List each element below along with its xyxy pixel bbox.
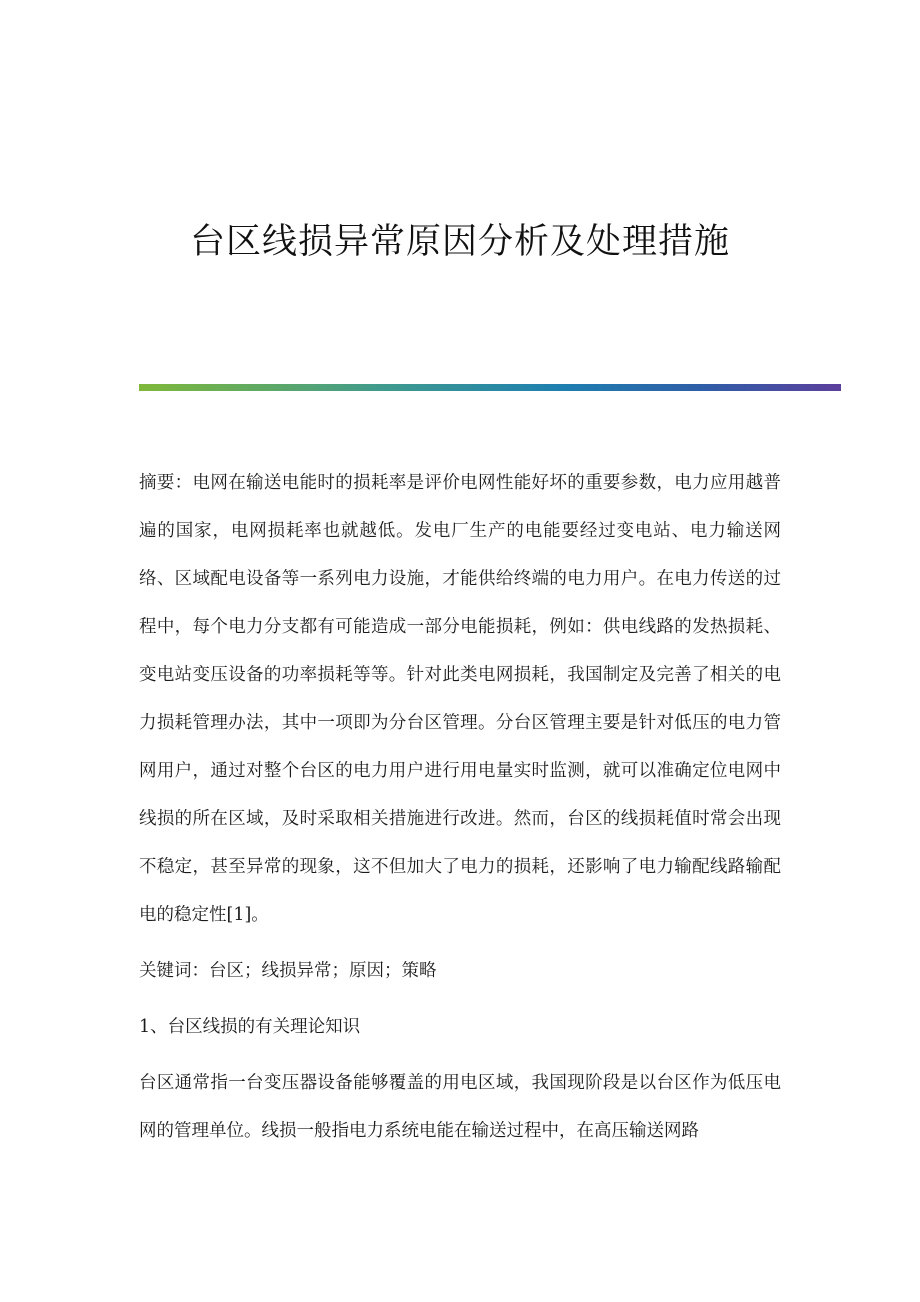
section-heading: 1、台区线损的有关理论知识 — [139, 1017, 361, 1037]
abstract-paragraph: 摘要：电网在输送电能时的损耗率是评价电网性能好坏的重要参数，电力应用越普遍的国家，电网损耗率也就越低。发电厂生产的电能要经过变电站、电力输送网络、区域配电设备等一系列电力设施，才能供给终端的电力用户。在电力传送的过程中，每个电力分支都有可能造成一部分电能损耗，例如：供电线路的发热损耗、变电站变压设备的功率损耗等等。针对此类电网损耗，我国制定及完善了相关的电力损耗管理办法，其中一项即为分台区管理。分台区管理主要是针对低压的电力管网用户，通过对整个台区的电力用户进行用电量实时监测，就可以准确定位电网中线损的所在区域，及时采取相关措施进行改进。然而，台区的线损耗值时常会出现不稳定，甚至异常的现象，这不但加大了电力的损耗，还影响了电力输配线路输配电的稳定性[1]。 — [139, 473, 781, 925]
section-paragraph: 台区通常指一台变压器设备能够覆盖的用电区域，我国现阶段是以台区作为低压电网的管理单位。线损一般指电力系统电能在输送过程中，在高压输送网路 — [139, 1073, 781, 1141]
gradient-divider — [139, 384, 841, 391]
keywords-line: 关键词：台区；线损异常；原因；策略 — [139, 961, 437, 981]
document-title: 台区线损异常原因分析及处理措施 — [189, 222, 730, 262]
